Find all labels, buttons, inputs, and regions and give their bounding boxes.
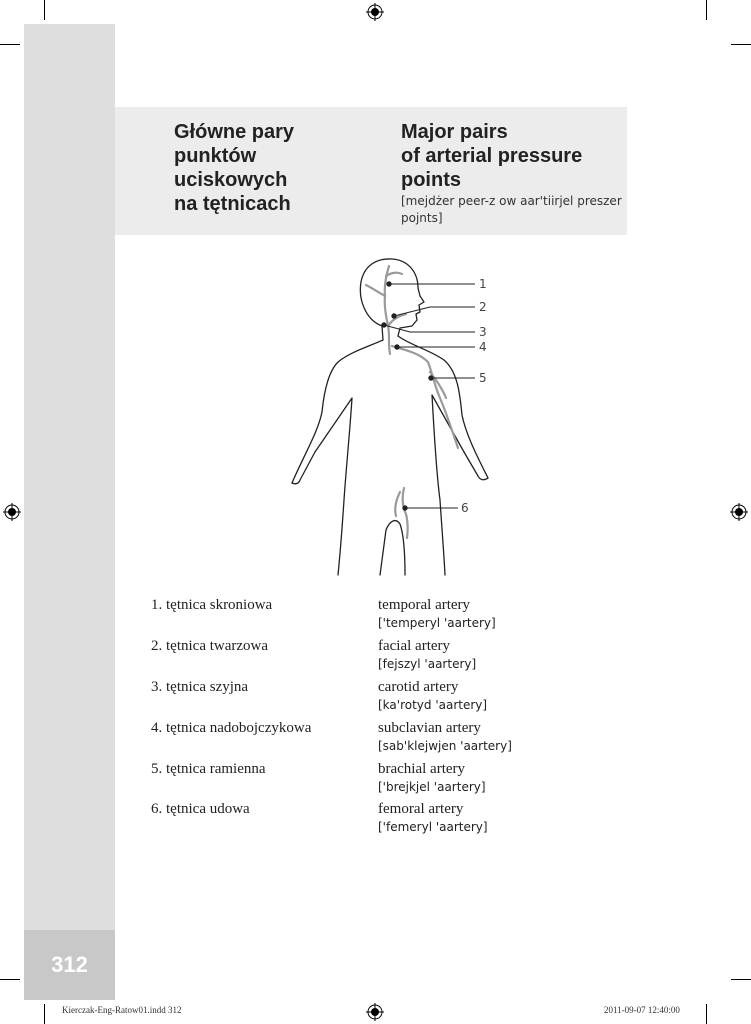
- registration-mark-icon: [3, 503, 21, 521]
- artery-pronunciation: ['femeryl 'aartery]: [378, 820, 488, 834]
- title-polish: Główne pary punktów uciskowych na tętnicach: [174, 121, 295, 215]
- artery-pronunciation: [sab'klejwjen 'aartery]: [378, 739, 512, 753]
- artery-english: femoral artery: [378, 801, 464, 817]
- artery-polish: 1. tętnica skroniowa: [151, 597, 273, 613]
- registration-mark-icon: [730, 503, 748, 521]
- title-pronunciation: [mejdżer peer-z ow aar'tiirjel preszer pojnts]: [401, 194, 622, 225]
- page-number: 312: [24, 930, 115, 1000]
- callout-number: 2: [479, 300, 487, 314]
- callout-number: 1: [479, 277, 487, 291]
- crop-mark: [0, 44, 20, 45]
- callout-number: 6: [461, 501, 469, 515]
- artery-english: brachial artery: [378, 761, 466, 777]
- artery-pronunciation: ['brejkjel 'aartery]: [378, 780, 486, 794]
- crop-mark: [706, 1004, 707, 1024]
- footer-timestamp: 2011-09-07 12:40:00: [604, 1005, 680, 1015]
- callout-number: 5: [479, 371, 487, 385]
- callout-number: 3: [479, 325, 487, 339]
- registration-mark-icon: [366, 1003, 384, 1021]
- artery-polish: 2. tętnica twarzowa: [151, 638, 269, 654]
- artery-polish: 6. tętnica udowa: [151, 801, 250, 817]
- crop-mark: [0, 979, 20, 980]
- artery-english: subclavian artery: [378, 720, 481, 736]
- artery-pronunciation: [fejszyl 'aartery]: [378, 657, 477, 671]
- title-english: Major pairs of arterial pressure points: [401, 121, 583, 191]
- artery-polish: 4. tętnica nadobojczykowa: [151, 720, 312, 736]
- sidebar-strip: [24, 24, 115, 1000]
- artery-polish: 5. tętnica ramienna: [151, 761, 266, 777]
- footer-file-info: Kierczak-Eng-Ratow01.indd 312: [62, 1005, 182, 1015]
- crop-mark: [706, 0, 707, 20]
- artery-english: facial artery: [378, 638, 451, 654]
- crop-mark: [731, 44, 751, 45]
- crop-mark: [731, 979, 751, 980]
- crop-mark: [44, 0, 45, 20]
- artery-pronunciation: [ka'rotyd 'aartery]: [378, 698, 488, 712]
- callout-number: 4: [479, 340, 487, 354]
- artery-english: carotid artery: [378, 679, 459, 695]
- artery-pronunciation: ['temperyl 'aartery]: [378, 616, 496, 630]
- body-outline-illustration: [280, 250, 520, 580]
- artery-english: temporal artery: [378, 597, 471, 613]
- crop-mark: [44, 1004, 45, 1024]
- artery-polish: 3. tętnica szyjna: [151, 679, 249, 695]
- registration-mark-icon: [366, 3, 384, 21]
